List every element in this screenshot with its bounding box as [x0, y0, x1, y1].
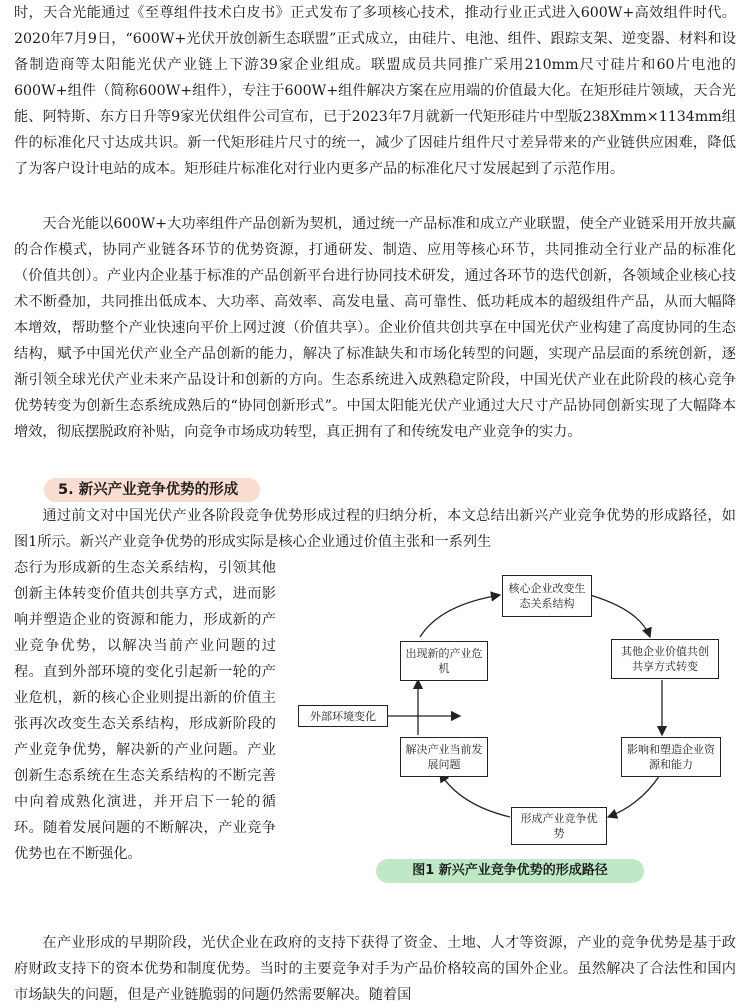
figure-caption: 图1 新兴产业竞争优势的形成路径 — [376, 859, 644, 883]
paragraph-4: 态行为形成新的生态关系结构，引领其他创新主体转变价值共创共享方式，进而影响并塑造企业的资源和能力，形成新的产业竞争优势，以解决当前产业问题的过程。直到外部环境的变化引起新一轮的产业危机，新的核心企业则提出新的价值主张再次改变生态关系结构，形成新阶段的产业竞争优势，解决新的产业问题。产业创新生态系统在生态关系结构的不断完善中向着成熟化演进，并开启下一轮的循环。随着发展问题的不断解决，产业竞争优势也在不断强化。 — [14, 560, 276, 862]
node-new-crisis: 出现新的产业危机 — [400, 641, 488, 681]
node-shape-resources: 影响和塑造企业资源和能力 — [621, 737, 721, 777]
node-solve-problems: 解决产业当前发展问题 — [400, 737, 488, 777]
node-form-advantage: 形成产业竞争优势 — [511, 807, 607, 845]
node-core-enterprise: 核心企业改变生态关系结构 — [502, 575, 592, 617]
section-heading: 5. 新兴产业竞争优势的形成 — [44, 478, 260, 502]
paragraph-5: 在产业形成的早期阶段，光伏企业在政府的支持下获得了资金、土地、人才等资源，产业的竞争优势是基于政府财政支持下的资本优势和制度优势。当时的主要竞争对手为产品价格较高的国外企业。虽然解决了合法性和国内市场缺失的问题，但是产业链脆弱的问题仍然需要解决。随着国 — [14, 935, 736, 1003]
node-external-change: 外部环境变化 — [298, 705, 388, 727]
figure-1 — [290, 565, 730, 895]
paragraph-1: 时，天合光能通过《至尊组件技术白皮书》正式发布了多项核心技术，推动行业正式进入600W+高效组件时代。2020年7月9日，“600W+光伏开放创新生态联盟”正式成立，由硅片、电池、组件、跟踪支架、逆变器、材料和设备制造商等太阳能光伏产业链上下游39家企业组成。联盟成员共同推广采用210mm尺寸硅片和60片电池的600W+组件（简称600W+组件），专注于600W+组件解决方案在应用端的价值最大化。在矩形硅片领域，天合光能、阿特斯、东方日升等9家光伏组件公司宣布，已于2023年7月就新一代矩形硅片中型版238Xmm×1134mm组件的标准化尺寸达成共识。新一代矩形硅片尺寸的统一，减少了因硅片组件尺寸差异带来的产业链供应困难，降低了为客户设计电站的成本。矩形硅片标准化对行业内更多产品的标准化尺寸发展起到了示范作用。 — [14, 5, 736, 177]
node-other-enterprises: 其他企业价值共创共享方式转变 — [611, 639, 719, 679]
paragraph-2: 天合光能以600W+大功率组件产品创新为契机，通过统一产品标准和成立产业联盟，使全产业链采用开放共赢的合作模式，协同产业链各环节的优势资源，打通研发、制造、应用等核心环节，共同推动全行业产品的标准化（价值共创）。产业内企业基于标准的产品创新平台进行协同技术研发，通过各环节的迭代创新，各领域企业核心技术不断叠加，共同推出低成本、大功率、高效率、高发电量、高可靠性、低功耗成本的超级组件产品，从而大幅降本增效，帮助整个产业快速向平价上网过渡（价值共享）。企业价值共创共享在中国光伏产业构建了高度协同的生态结构，赋予中国光伏产业全产品创新的能力，解决了标准缺失和市场化转型的问题，实现产品层面的系统创新，逐渐引领全球光伏产业未来产品设计和创新的方向。生态系统进入成熟稳定阶段，中国光伏产业在此阶段的核心竞争优势转变为创新生态系统成熟后的“协同创新形式”。中国太阳能光伏产业通过大尺寸产品协同创新实现了大幅降本增效，彻底摆脱政府补贴，向竞争市场成功转型，真正拥有了和传统发电产业竞争的实力。 — [14, 216, 736, 440]
paragraph-3: 通过前文对中国光伏产业各阶段竞争优势形成过程的归纳分析，本文总结出新兴产业竞争优势的形成路径，如图1所示。新兴产业竞争优势的形成实际是核心企业通过价值主张和一系列生 — [14, 508, 736, 550]
